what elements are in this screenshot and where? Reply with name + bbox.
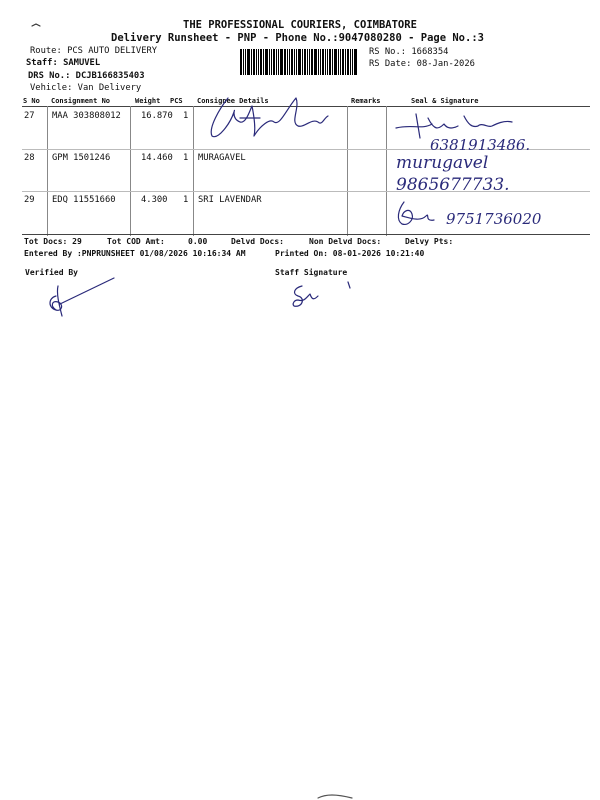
barcode-bar: [287, 49, 288, 75]
barcode-bar: [265, 49, 268, 75]
scan-mark: [316, 792, 356, 800]
barcode-bar: [307, 49, 308, 75]
barcode-bar: [269, 49, 270, 75]
col-divider: [347, 106, 348, 236]
barcode-bar: [347, 49, 349, 75]
vehicle-text: Vehicle: Van Delivery: [30, 83, 142, 93]
barcode-bar: [296, 49, 297, 75]
barcode-bar: [327, 49, 328, 75]
drs-number: DRS No.: DCJB166835403: [28, 71, 145, 81]
barcode-bar: [278, 49, 279, 75]
staff-signature-label: Staff Signature: [275, 268, 348, 277]
row-28-weight: 14.460: [141, 153, 173, 163]
delvd-docs: Delvd Docs:: [231, 237, 284, 246]
route-text: Route: PCS AUTO DELIVERY: [30, 46, 158, 56]
barcode-bar: [294, 49, 295, 75]
row-29-pcs: 1: [183, 195, 189, 205]
row-27-sno: 27: [24, 111, 35, 121]
barcode-bar: [251, 49, 252, 75]
staff-text: Staff: SAMUVEL: [26, 58, 101, 68]
row-28-name: murugavel: [396, 153, 489, 173]
barcode-bar: [338, 49, 339, 75]
col-header-consignee: Consignee Details: [197, 97, 269, 105]
barcode-bar: [240, 49, 242, 75]
col-divider: [130, 106, 131, 236]
row-27-phone: 6381913486.: [430, 136, 531, 154]
non-delvd-docs: Non Delvd Docs:: [309, 237, 382, 246]
barcode-bar: [271, 49, 272, 75]
col-divider: [193, 106, 194, 236]
barcode-bar: [314, 49, 317, 75]
col-divider: [47, 106, 48, 236]
barcode-bar: [256, 49, 257, 75]
barcode-bar: [329, 49, 331, 75]
company-title: THE PROFESSIONAL COURIERS, COIMBATORE: [183, 19, 417, 31]
barcode: [240, 49, 366, 75]
barcode-bar: [340, 49, 341, 75]
col-header-remarks: Remarks: [351, 97, 381, 105]
col-header-sno: S No: [23, 97, 40, 105]
barcode-bar: [298, 49, 301, 75]
col-header-seal: Seal & Signature: [411, 97, 479, 105]
barcode-bar: [243, 49, 244, 75]
rs-date: RS Date: 08-Jan-2026: [369, 59, 475, 69]
barcode-bar: [342, 49, 344, 75]
barcode-bar: [304, 49, 306, 75]
seal-signature-29: [390, 194, 590, 234]
row-29-consignment: EDQ 11551660: [52, 195, 116, 205]
table-bottom: [22, 234, 590, 235]
row-29-sno: 29: [24, 195, 35, 205]
barcode-bar: [276, 49, 277, 75]
seal-signature-27: [392, 108, 592, 152]
tot-cod-value: 0.00: [188, 237, 208, 246]
col-divider: [386, 106, 387, 236]
row-29-phone: 9751736020: [446, 210, 542, 228]
barcode-bar: [350, 49, 351, 75]
row-28-sno: 28: [24, 153, 35, 163]
entered-by: Entered By :PNPRUNSHEET 01/08/2026 10:16:34 AM: [24, 249, 246, 258]
barcode-bar: [311, 49, 313, 75]
tot-docs: Tot Docs: 29: [24, 237, 82, 246]
seal-signature-28: [390, 148, 590, 194]
barcode-bar: [334, 49, 337, 75]
barcode-bar: [302, 49, 303, 75]
barcode-bar: [322, 49, 324, 75]
barcode-bar: [263, 49, 264, 75]
printed-on: Printed On: 08-01-2026 10:21:40: [275, 249, 425, 258]
rs-number: RS No.: 1668354: [369, 47, 449, 57]
barcode-bar: [280, 49, 283, 75]
row-28-consignee: MURAGAVEL: [198, 153, 246, 163]
scan-mark: [30, 20, 50, 30]
barcode-bar: [291, 49, 293, 75]
barcode-bar: [332, 49, 333, 75]
row-28-consignment: GPM 1501246: [52, 153, 111, 163]
row-28-phone: 9865677733.: [396, 175, 510, 195]
staff-signature: [284, 278, 364, 314]
row-29-weight: 4.300: [141, 195, 168, 205]
barcode-bar: [345, 49, 346, 75]
col-header-weight: Weight: [135, 97, 161, 105]
barcode-bar: [318, 49, 319, 75]
barcode-bar: [325, 49, 326, 75]
runsheet-title: Delivery Runsheet - PNP - Phone No.:9047080280 - Page No.:3: [111, 32, 484, 44]
delvy-pts: Delvy Pts:: [405, 237, 454, 246]
col-header-pcs: PCS: [170, 97, 183, 105]
barcode-bar: [289, 49, 290, 75]
col-header-consignment: Consignment No: [51, 97, 111, 105]
barcode-bar: [354, 49, 357, 75]
tot-cod-label: Tot COD Amt:: [107, 237, 165, 246]
barcode-bar: [260, 49, 262, 75]
row-28-pcs: 1: [183, 153, 189, 163]
verified-by-signature: [40, 274, 120, 320]
barcode-bar: [273, 49, 275, 75]
row-27-pcs: 1: [183, 111, 189, 121]
barcode-bar: [247, 49, 250, 75]
row-27-consignment: MAA 303808012: [52, 111, 121, 121]
consignee-signature-27: [200, 88, 340, 148]
verified-by-label: Verified By: [25, 268, 78, 277]
barcode-bar: [245, 49, 246, 75]
barcode-bar: [352, 49, 353, 75]
row-27-weight: 16.870: [141, 111, 173, 121]
barcode-bar: [320, 49, 321, 75]
barcode-bar: [309, 49, 310, 75]
row-29-consignee: SRI LAVENDAR: [198, 195, 262, 205]
barcode-bar: [258, 49, 259, 75]
barcode-bar: [284, 49, 286, 75]
barcode-bar: [253, 49, 255, 75]
